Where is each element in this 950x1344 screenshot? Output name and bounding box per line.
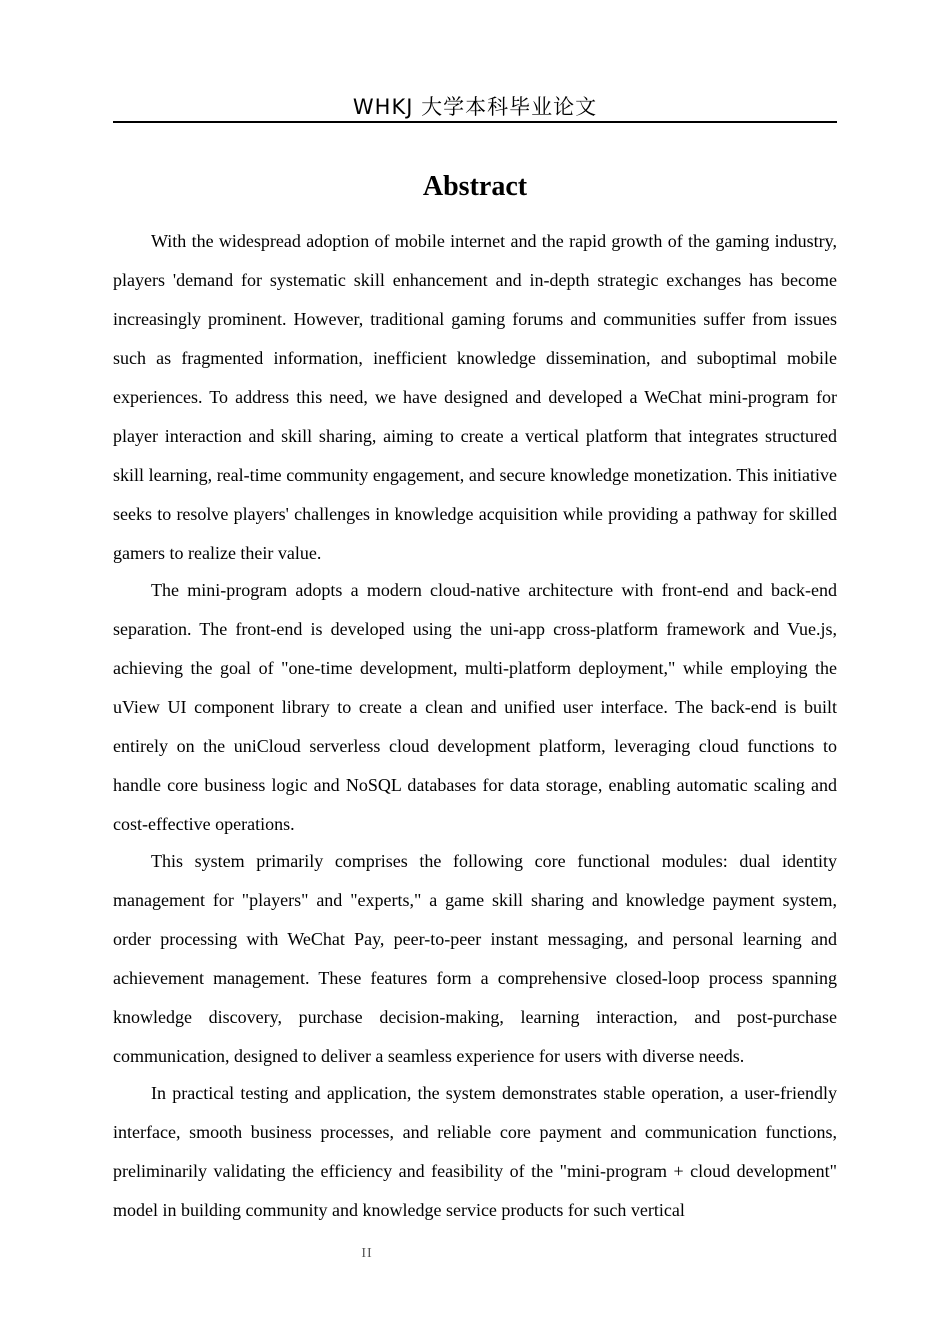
page-number: II [361, 1246, 373, 1261]
header-rule [113, 121, 837, 123]
abstract-paragraph: This system primarily comprises the following core functional modules: dual identity management for "players" and "experts," a game skill sharing and knowledge payment system, order processing with WeChat Pay, peer-to-peer instant messaging, and personal learning and achievement management. These features form a comprehensive closed-loop process spanning knowledge discovery, purchase decision-making, learning interaction, and post-purchase communication, designed to deliver a seamless experience for users with diverse needs. [113, 851, 837, 1066]
abstract-title: Abstract [422, 171, 528, 202]
abstract-body [113, 222, 837, 1230]
abstract-paragraph: In practical testing and application, the system demonstrates stable operation, a user-friendly interface, smooth business processes, and reliable core payment and communication functions, preliminarily validating the efficiency and feasibility of the "mini-program + cloud development" model in building community and knowledge service products for such vertical [113, 1083, 837, 1220]
running-header: WHKJ 大学本科毕业论文 [352, 95, 598, 119]
abstract-paragraph: The mini-program adopts a modern cloud-native architecture with front-end and back-end separation. The front-end is developed using the uni-app cross-platform framework and Vue.js, achieving the goal of "one-time development, multi-platform deployment," while employing the uView UI component library to create a clean and unified user interface. The back-end is built entirely on the uniCloud serverless cloud development platform, leveraging cloud functions to handle core business logic and NoSQL databases for data storage, enabling automatic scaling and cost-effective operations. [113, 580, 837, 834]
abstract-paragraph: With the widespread adoption of mobile internet and the rapid growth of the gaming industry, players 'demand for systematic skill enhancement and in-depth strategic exchanges has become increasingly prominent. However, traditional gaming forums and communities suffer from issues such as fragmented information, inefficient knowledge dissemination, and suboptimal mobile experiences. To address this need, we have designed and developed a WeChat mini-program for player interaction and skill sharing, aiming to create a vertical platform that integrates structured skill learning, real-time community engagement, and secure knowledge monetization. This initiative seeks to resolve players' challenges in knowledge acquisition while providing a pathway for skilled gamers to realize their value. [113, 231, 837, 563]
